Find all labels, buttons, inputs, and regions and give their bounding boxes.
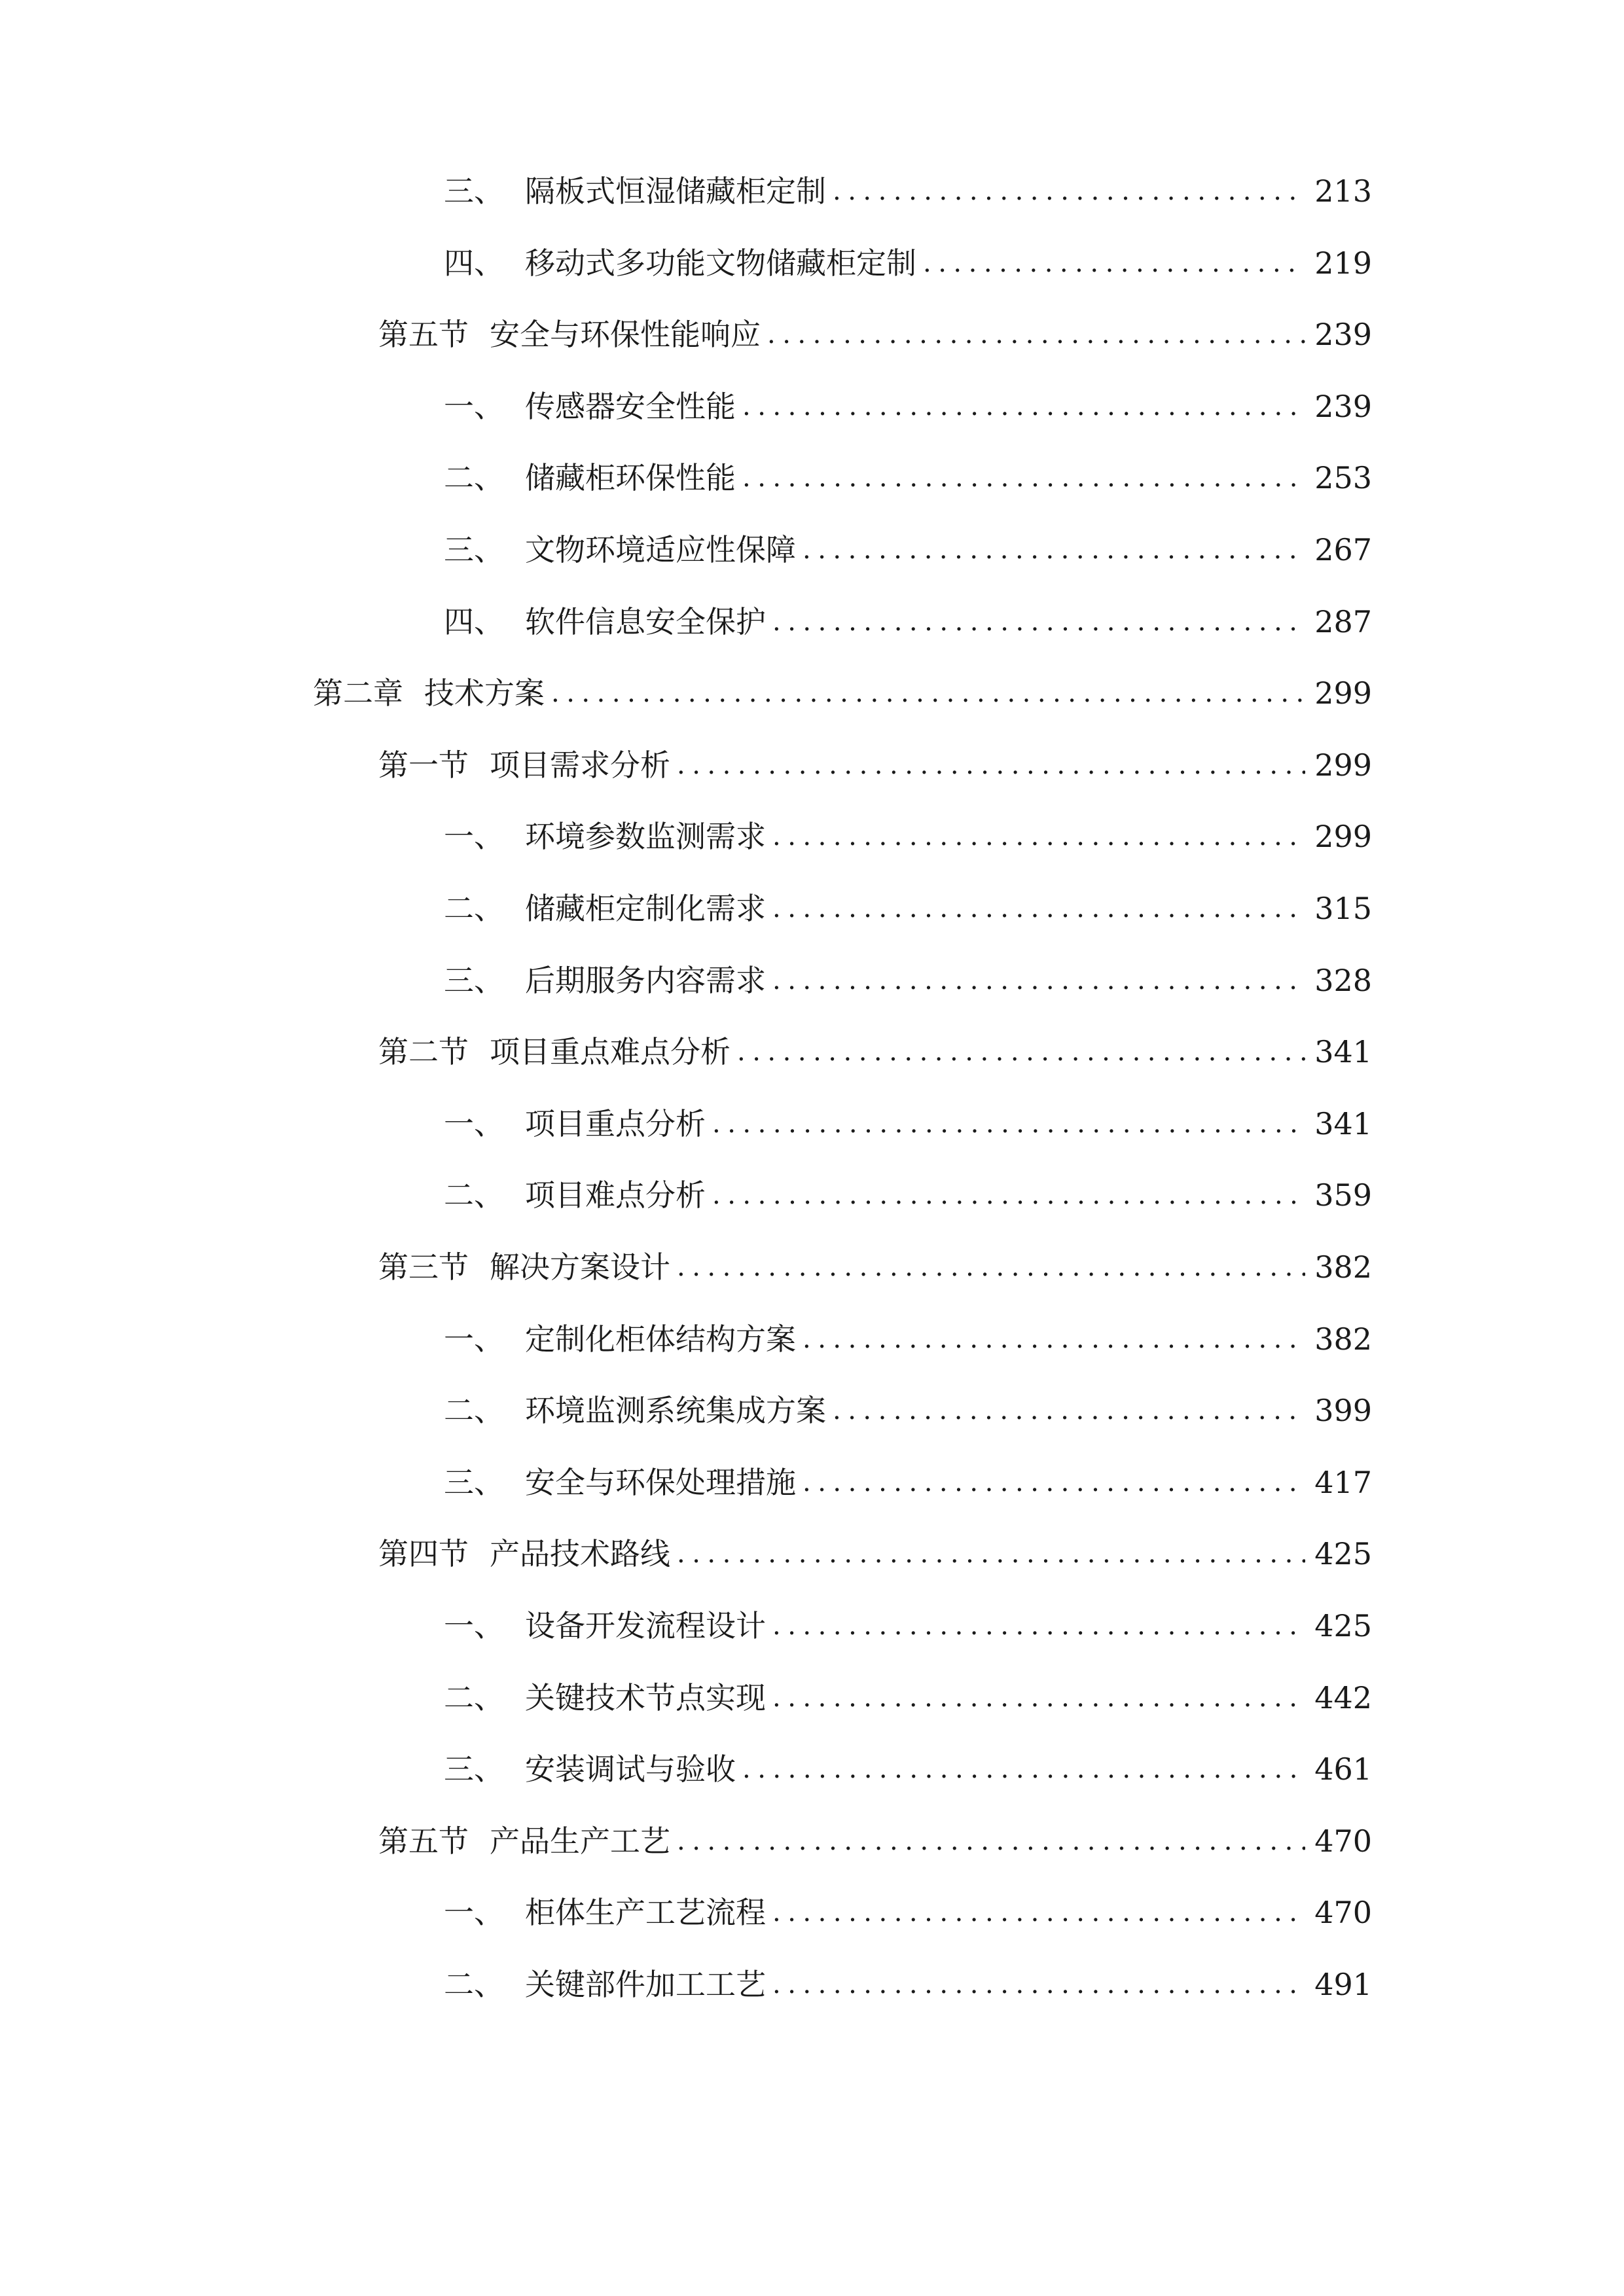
toc-entry-number: 二、 xyxy=(444,1177,504,1213)
toc-entry-page-number: 470 xyxy=(1314,1823,1372,1859)
dot-leader xyxy=(742,452,1305,504)
toc-entry[interactable] xyxy=(378,739,1372,791)
dot-leader xyxy=(833,1384,1305,1437)
toc-entry[interactable] xyxy=(444,1313,1372,1365)
toc-entry-title: 项目需求分析 xyxy=(490,747,670,783)
dot-leader xyxy=(772,810,1305,863)
toc-entry-title: 产品生产工艺 xyxy=(490,1823,670,1859)
toc-entry[interactable] xyxy=(444,810,1372,863)
toc-entry-number: 一、 xyxy=(444,1608,504,1643)
toc-entry[interactable] xyxy=(444,452,1372,504)
toc-entry-page-number: 382 xyxy=(1314,1321,1372,1357)
toc-entry-page-number: 287 xyxy=(1314,603,1372,639)
toc-entry[interactable] xyxy=(444,1958,1372,2011)
toc-entry-number: 第二章 xyxy=(313,675,403,711)
toc-entry[interactable] xyxy=(444,596,1372,648)
toc-entry-title: 设备开发流程设计 xyxy=(525,1608,766,1643)
toc-entry-title: 传感器安全性能 xyxy=(525,388,736,424)
toc-entry-number: 三、 xyxy=(444,962,504,998)
toc-entry[interactable] xyxy=(444,380,1372,433)
dot-leader xyxy=(742,380,1305,433)
toc-entry-title: 项目重点难点分析 xyxy=(490,1034,731,1070)
dot-leader xyxy=(772,596,1305,648)
toc-entry-title: 文物环境适应性保障 xyxy=(525,532,796,567)
toc-entry-title: 产品技术路线 xyxy=(490,1536,670,1572)
dot-leader xyxy=(772,1672,1305,1724)
toc-entry[interactable] xyxy=(378,1815,1372,1867)
dot-leader xyxy=(772,882,1305,935)
toc-entry-page-number: 461 xyxy=(1314,1751,1372,1787)
toc-entry-title: 柜体生产工艺流程 xyxy=(525,1895,766,1931)
toc-entry-number: 四、 xyxy=(444,603,504,639)
toc-entry-page-number: 267 xyxy=(1314,532,1372,567)
toc-entry-title: 安全与环保处理措施 xyxy=(525,1464,796,1500)
toc-entry-title: 环境参数监测需求 xyxy=(525,819,766,855)
dot-leader xyxy=(677,1241,1305,1293)
toc-entry-title: 后期服务内容需求 xyxy=(525,962,766,998)
toc-entry[interactable] xyxy=(444,524,1372,576)
toc-entry-page-number: 417 xyxy=(1314,1464,1372,1500)
toc-entry[interactable] xyxy=(444,1886,1372,1939)
toc-entry-page-number: 442 xyxy=(1314,1679,1372,1715)
dot-leader xyxy=(772,1886,1305,1939)
dot-leader xyxy=(677,1528,1305,1580)
toc-entry-page-number: 299 xyxy=(1314,747,1372,783)
toc-entry-title: 关键技术节点实现 xyxy=(525,1679,766,1715)
toc-entry-page-number: 239 xyxy=(1314,317,1372,353)
toc-entry-page-number: 425 xyxy=(1314,1608,1372,1643)
dot-leader xyxy=(772,1600,1305,1652)
toc-entry-title: 技术方案 xyxy=(424,675,545,711)
toc-entry-page-number: 219 xyxy=(1314,245,1372,281)
dot-leader xyxy=(737,1026,1305,1078)
toc-entry[interactable] xyxy=(444,1743,1372,1795)
toc-entry-number: 第二节 xyxy=(378,1034,469,1070)
toc-entry-page-number: 382 xyxy=(1314,1249,1372,1285)
toc-entry[interactable] xyxy=(378,308,1372,361)
dot-leader xyxy=(772,954,1305,1007)
toc-entry-page-number: 328 xyxy=(1314,962,1372,998)
dot-leader xyxy=(677,1815,1305,1867)
toc-entry-number: 二、 xyxy=(444,1967,504,2002)
toc-entry-number: 三、 xyxy=(444,1751,504,1787)
toc-entry[interactable] xyxy=(444,1098,1372,1150)
toc-entry-title: 关键部件加工工艺 xyxy=(525,1967,766,2002)
toc-entry-page-number: 359 xyxy=(1314,1177,1372,1213)
toc-entry[interactable] xyxy=(444,1169,1372,1221)
toc-entry-page-number: 253 xyxy=(1314,460,1372,496)
dot-leader xyxy=(803,524,1305,576)
toc-entry[interactable] xyxy=(444,165,1372,217)
toc-entry-number: 一、 xyxy=(444,388,504,424)
toc-entry-number: 一、 xyxy=(444,819,504,855)
toc-entry[interactable] xyxy=(444,882,1372,935)
toc-entry-title: 解决方案设计 xyxy=(490,1249,670,1285)
toc-entry-title: 项目重点分析 xyxy=(525,1105,706,1141)
toc-entry-title: 项目难点分析 xyxy=(525,1177,706,1213)
dot-leader xyxy=(767,308,1305,361)
toc-entry-number: 第四节 xyxy=(378,1536,469,1572)
toc-entry-title: 安全与环保性能响应 xyxy=(490,317,761,353)
dot-leader xyxy=(677,739,1305,791)
toc-entry-number: 第五节 xyxy=(378,317,469,353)
toc-entry-title: 储藏柜定制化需求 xyxy=(525,891,766,926)
toc-entry[interactable] xyxy=(378,1026,1372,1078)
toc-entry[interactable] xyxy=(313,667,1372,719)
toc-entry-title: 隔板式恒湿储藏柜定制 xyxy=(525,173,826,209)
toc-entry-page-number: 341 xyxy=(1314,1105,1372,1141)
dot-leader xyxy=(742,1743,1305,1795)
toc-entry[interactable] xyxy=(444,1672,1372,1724)
toc-entry-number: 一、 xyxy=(444,1321,504,1357)
toc-entry-page-number: 299 xyxy=(1314,675,1372,711)
toc-entry-number: 第一节 xyxy=(378,747,469,783)
dot-leader xyxy=(833,165,1305,217)
toc-entry-number: 一、 xyxy=(444,1105,504,1141)
toc-entry[interactable] xyxy=(444,237,1372,289)
dot-leader xyxy=(803,1456,1305,1509)
toc-entry-title: 环境监测系统集成方案 xyxy=(525,1393,826,1429)
toc-entry-number: 三、 xyxy=(444,173,504,209)
toc-entry-title: 储藏柜环保性能 xyxy=(525,460,736,496)
toc-entry-number: 二、 xyxy=(444,460,504,496)
toc-entry-number: 一、 xyxy=(444,1895,504,1931)
toc-entry-page-number: 425 xyxy=(1314,1536,1372,1572)
toc-entry-page-number: 239 xyxy=(1314,388,1372,424)
toc-entry-number: 第三节 xyxy=(378,1249,469,1285)
toc-entry[interactable] xyxy=(444,1384,1372,1437)
dot-leader xyxy=(923,237,1305,289)
toc-entry-number: 第五节 xyxy=(378,1823,469,1859)
dot-leader xyxy=(712,1098,1305,1150)
toc-entry-page-number: 299 xyxy=(1314,819,1372,855)
dot-leader xyxy=(551,667,1305,719)
toc-entry-title: 安装调试与验收 xyxy=(525,1751,736,1787)
toc-entry[interactable] xyxy=(444,954,1372,1007)
dot-leader xyxy=(772,1958,1305,2011)
toc-entry-number: 四、 xyxy=(444,245,504,281)
toc-entry-number: 三、 xyxy=(444,532,504,567)
toc-entry-title: 定制化柜体结构方案 xyxy=(525,1321,796,1357)
toc-entry-number: 三、 xyxy=(444,1464,504,1500)
toc-entry-page-number: 399 xyxy=(1314,1393,1372,1429)
toc-entry-page-number: 315 xyxy=(1314,891,1372,926)
toc-entry-number: 二、 xyxy=(444,1679,504,1715)
toc-entry-title: 移动式多功能文物储藏柜定制 xyxy=(525,245,916,281)
toc-entry-page-number: 470 xyxy=(1314,1895,1372,1931)
toc-entry-page-number: 341 xyxy=(1314,1034,1372,1070)
toc-entry[interactable] xyxy=(444,1456,1372,1509)
dot-leader xyxy=(712,1169,1305,1221)
toc-entry-page-number: 213 xyxy=(1314,173,1372,209)
toc-entry-title: 软件信息安全保护 xyxy=(525,603,766,639)
toc-entry-page-number: 491 xyxy=(1314,1967,1372,2002)
toc-entry-number: 二、 xyxy=(444,891,504,926)
toc-entry-number: 二、 xyxy=(444,1393,504,1429)
dot-leader xyxy=(803,1313,1305,1365)
toc-entry[interactable] xyxy=(444,1600,1372,1652)
toc-entry[interactable] xyxy=(378,1528,1372,1580)
toc-entry[interactable] xyxy=(378,1241,1372,1293)
